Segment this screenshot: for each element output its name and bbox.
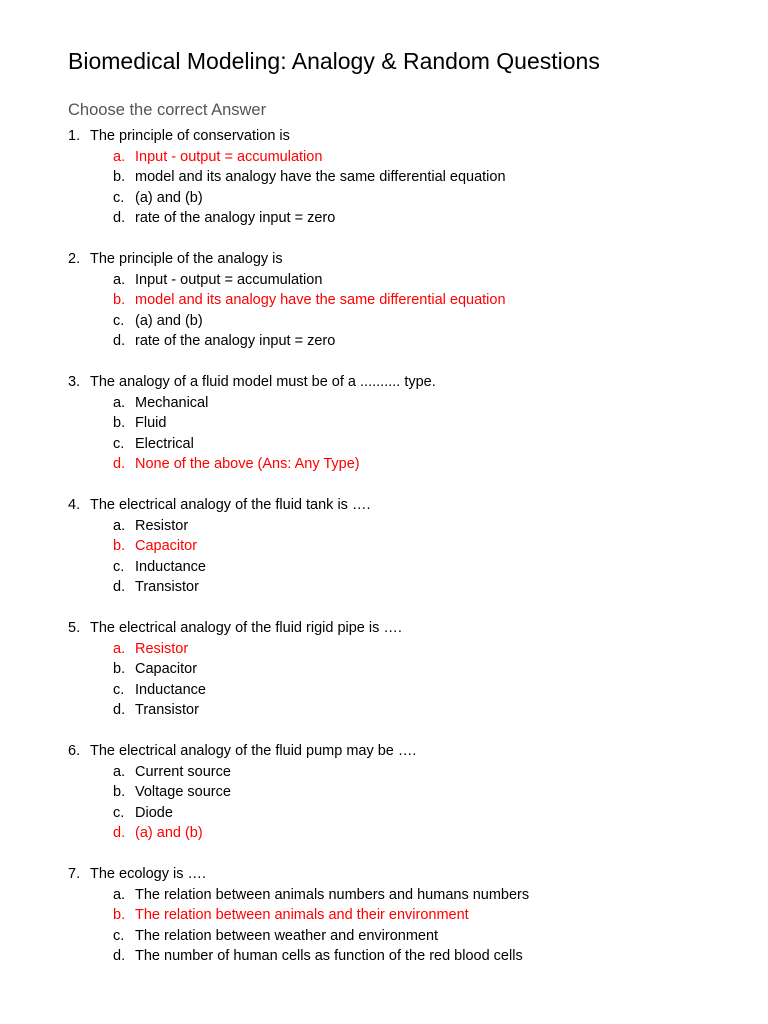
option-text: Resistor bbox=[135, 640, 189, 657]
option-text: Input - output = accumulation bbox=[135, 271, 323, 288]
option-text: (a) and (b) bbox=[135, 825, 203, 841]
answer-option bbox=[68, 803, 748, 824]
answer-option bbox=[68, 516, 748, 537]
option-letter: b. bbox=[113, 292, 126, 308]
question-stem bbox=[68, 741, 748, 762]
option-text: Input - output = accumulation bbox=[135, 148, 323, 165]
option-letter: b. bbox=[113, 538, 126, 554]
question-number: 3. bbox=[68, 374, 81, 390]
option-text: Transistor bbox=[135, 702, 199, 718]
option-letter: c. bbox=[113, 435, 125, 452]
question-stem bbox=[68, 126, 748, 147]
question-text: The electrical analogy of the fluid pump may be …. bbox=[90, 743, 417, 759]
question-text: The ecology is …. bbox=[90, 866, 207, 882]
option-text: Transistor bbox=[135, 579, 199, 595]
option-letter: b. bbox=[113, 784, 126, 800]
answer-option bbox=[68, 946, 748, 967]
answer-option bbox=[68, 782, 748, 803]
question-text: The electrical analogy of the fluid tank is …. bbox=[90, 497, 371, 513]
option-list bbox=[68, 147, 748, 229]
answer-option bbox=[68, 393, 748, 414]
option-letter: a. bbox=[113, 271, 126, 288]
option-letter: d. bbox=[113, 825, 126, 841]
option-letter: a. bbox=[113, 640, 126, 657]
option-letter: c. bbox=[113, 927, 125, 944]
document-subtitle: Choose the correct Answer bbox=[68, 101, 267, 119]
option-text: None of the above (Ans: Any Type) bbox=[135, 456, 360, 472]
answer-option-correct bbox=[68, 905, 748, 926]
answer-option-correct bbox=[68, 290, 748, 311]
option-list bbox=[68, 639, 748, 721]
document bbox=[68, 44, 748, 967]
option-text: Voltage source bbox=[135, 784, 231, 800]
option-letter: a. bbox=[113, 886, 126, 903]
answer-option bbox=[68, 700, 748, 721]
option-letter: d. bbox=[113, 579, 126, 595]
question-text: The principle of conservation is bbox=[90, 128, 290, 144]
answer-option bbox=[68, 926, 748, 947]
question-stem bbox=[68, 864, 748, 885]
question-text: The principle of the analogy is bbox=[90, 251, 283, 267]
answer-option bbox=[68, 208, 748, 229]
answer-option bbox=[68, 762, 748, 783]
option-letter: b. bbox=[113, 415, 126, 431]
option-letter: c. bbox=[113, 558, 125, 575]
document-title: Biomedical Modeling: Analogy & Random Questions bbox=[68, 48, 600, 74]
answer-option-correct bbox=[68, 536, 748, 557]
answer-option-correct bbox=[68, 823, 748, 844]
option-letter: c. bbox=[113, 804, 125, 821]
option-letter: d. bbox=[113, 948, 126, 964]
option-text: The relation between animals and their environment bbox=[135, 907, 469, 923]
answer-option bbox=[68, 188, 748, 209]
option-text: model and its analogy have the same differential equation bbox=[135, 292, 506, 308]
question-stem bbox=[68, 618, 748, 639]
answer-option-correct bbox=[68, 147, 748, 168]
question-2 bbox=[68, 249, 748, 352]
question-7 bbox=[68, 864, 748, 967]
option-text: Diode bbox=[135, 804, 173, 821]
answer-option bbox=[68, 413, 748, 434]
option-text: Capacitor bbox=[135, 661, 198, 677]
answer-option bbox=[68, 680, 748, 701]
option-letter: d. bbox=[113, 210, 126, 226]
option-letter: a. bbox=[113, 517, 126, 534]
option-text: Inductance bbox=[135, 558, 206, 575]
option-text: The relation between weather and environment bbox=[135, 927, 439, 944]
question-number: 7. bbox=[68, 866, 81, 882]
answer-option bbox=[68, 434, 748, 455]
option-letter: a. bbox=[113, 394, 126, 411]
option-text: Electrical bbox=[135, 435, 194, 452]
question-6 bbox=[68, 741, 748, 844]
answer-option bbox=[68, 167, 748, 188]
option-letter: b. bbox=[113, 661, 126, 677]
question-5 bbox=[68, 618, 748, 721]
answer-option-correct bbox=[68, 454, 748, 475]
answer-option bbox=[68, 311, 748, 332]
option-list bbox=[68, 762, 748, 844]
option-text: Inductance bbox=[135, 681, 206, 698]
option-letter: d. bbox=[113, 333, 126, 349]
question-4 bbox=[68, 495, 748, 598]
question-text: The analogy of a fluid model must be of a .......... type. bbox=[90, 374, 436, 390]
answer-option bbox=[68, 659, 748, 680]
answer-option bbox=[68, 331, 748, 352]
option-list bbox=[68, 516, 748, 598]
question-number: 1. bbox=[68, 128, 81, 144]
option-letter: c. bbox=[113, 189, 125, 206]
option-text: The number of human cells as function of the red blood cells bbox=[135, 948, 523, 964]
option-letter: c. bbox=[113, 312, 125, 329]
option-text: Capacitor bbox=[135, 538, 198, 554]
question-number: 2. bbox=[68, 251, 81, 267]
option-letter: c. bbox=[113, 681, 125, 698]
question-1 bbox=[68, 126, 748, 229]
question-stem bbox=[68, 495, 748, 516]
option-text: rate of the analogy input = zero bbox=[135, 333, 336, 349]
option-letter: d. bbox=[113, 702, 126, 718]
option-letter: d. bbox=[113, 456, 126, 472]
option-list bbox=[68, 885, 748, 967]
answer-option-correct bbox=[68, 639, 748, 660]
option-text: (a) and (b) bbox=[135, 189, 203, 206]
question-text: The electrical analogy of the fluid rigid pipe is …. bbox=[90, 620, 402, 636]
option-text: (a) and (b) bbox=[135, 312, 203, 329]
option-text: The relation between animals numbers and humans numbers bbox=[135, 886, 530, 903]
option-list bbox=[68, 270, 748, 352]
question-3 bbox=[68, 372, 748, 475]
answer-option bbox=[68, 270, 748, 291]
option-text: model and its analogy have the same differential equation bbox=[135, 169, 506, 185]
option-letter: b. bbox=[113, 169, 126, 185]
question-number: 5. bbox=[68, 620, 81, 636]
option-letter: b. bbox=[113, 907, 126, 923]
option-text: Mechanical bbox=[135, 394, 209, 411]
option-text: Resistor bbox=[135, 517, 189, 534]
option-letter: a. bbox=[113, 763, 126, 780]
option-text: Current source bbox=[135, 763, 231, 780]
answer-option bbox=[68, 557, 748, 578]
question-number: 4. bbox=[68, 497, 81, 513]
question-stem bbox=[68, 249, 748, 270]
option-letter: a. bbox=[113, 148, 126, 165]
option-text: Fluid bbox=[135, 415, 167, 431]
answer-option bbox=[68, 885, 748, 906]
answer-option bbox=[68, 577, 748, 598]
question-number: 6. bbox=[68, 743, 81, 759]
option-list bbox=[68, 393, 748, 475]
option-text: rate of the analogy input = zero bbox=[135, 210, 336, 226]
question-list bbox=[68, 126, 748, 967]
question-stem bbox=[68, 372, 748, 393]
